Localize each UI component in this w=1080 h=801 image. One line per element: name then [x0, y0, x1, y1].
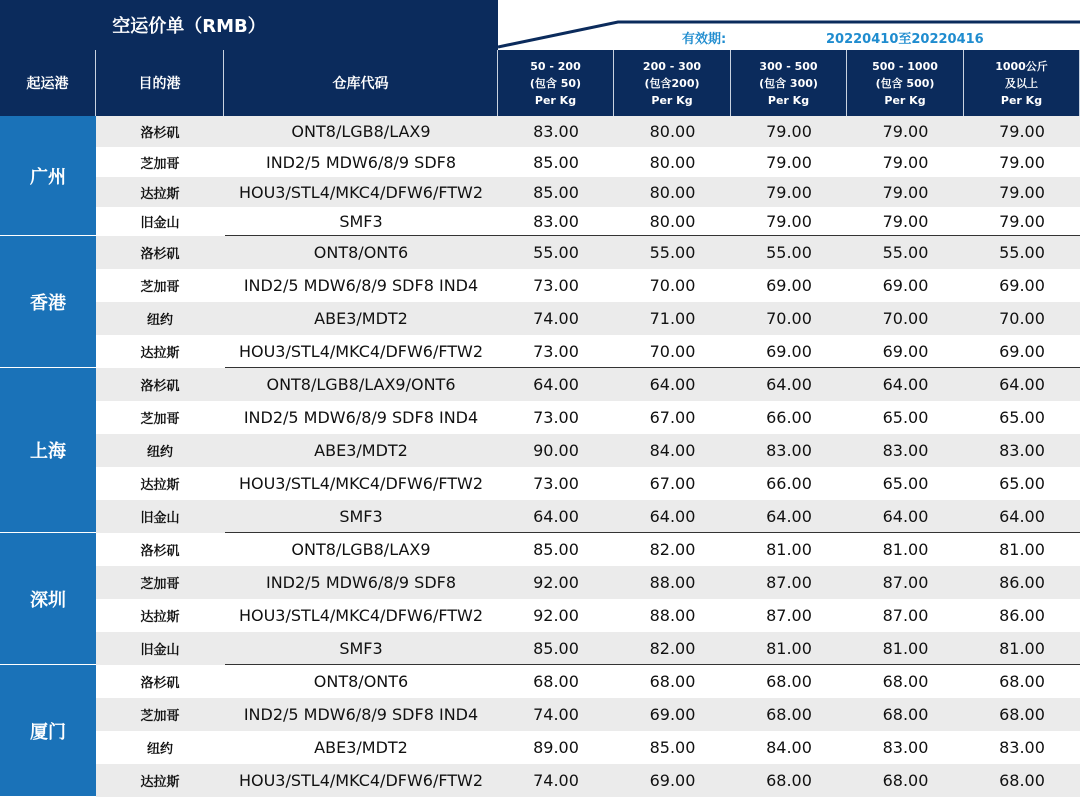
destination-cell: 洛杉矶 — [140, 247, 180, 262]
price-cell: 64.00 — [882, 375, 929, 394]
validity-range: 20220410至20220416 — [826, 32, 984, 47]
origin-cell: 香港 — [0, 236, 96, 368]
price-cell: 74.00 — [533, 771, 579, 790]
price-cell: 83.00 — [882, 738, 929, 757]
header-tier-line2: 及以上 — [1005, 76, 1038, 90]
price-cell: 65.00 — [882, 474, 929, 493]
price-cell: 74.00 — [533, 705, 579, 724]
destination-cell: 纽约 — [146, 313, 173, 328]
header-tier-line1: 300 - 500 — [759, 59, 818, 73]
table-row — [96, 236, 1080, 269]
header-tier-line2: (包含 50) — [529, 76, 582, 90]
price-cell: 69.00 — [766, 276, 812, 295]
warehouse-cell: IND2/5 MDW6/8/9 SDF8 — [265, 152, 457, 172]
price-cell: 81.00 — [882, 540, 929, 559]
price-cell: 68.00 — [882, 672, 929, 691]
price-cell: 92.00 — [533, 573, 579, 592]
table-row — [96, 467, 1080, 500]
table-row — [96, 401, 1080, 434]
price-cell: 65.00 — [882, 408, 929, 427]
price-cell: 79.00 — [766, 152, 812, 172]
header-tier-line3: Per Kg — [651, 93, 693, 107]
table-row — [96, 335, 1080, 368]
price-cell: 80.00 — [649, 182, 696, 202]
warehouse-cell: SMF3 — [339, 212, 383, 231]
warehouse-cell: ONT8/ONT6 — [313, 672, 409, 691]
table-row — [96, 434, 1080, 467]
warehouse-cell: IND2/5 MDW6/8/9 SDF8 IND4 — [243, 276, 479, 295]
price-cell: 79.00 — [882, 122, 929, 141]
price-cell: 81.00 — [999, 639, 1045, 658]
warehouse-cell: HOU3/STL4/MKC4/DFW6/FTW2 — [238, 342, 484, 361]
header-tier-4 — [847, 50, 964, 116]
origin-cell: 厦门 — [0, 665, 96, 797]
price-cell: 88.00 — [649, 573, 696, 592]
header-tier-5 — [964, 50, 1080, 116]
price-cell: 92.00 — [533, 606, 579, 625]
destination-cell: 洛杉矶 — [140, 676, 180, 691]
validity-bar — [498, 0, 1080, 50]
price-cell: 87.00 — [766, 606, 812, 625]
price-cell: 69.00 — [999, 276, 1045, 295]
destination-cell: 洛杉矶 — [140, 379, 180, 394]
price-cell: 83.00 — [766, 441, 812, 460]
price-cell: 68.00 — [649, 672, 696, 691]
price-cell: 69.00 — [882, 276, 929, 295]
validity-bar-line — [498, 0, 1080, 50]
price-cell: 64.00 — [766, 375, 812, 394]
price-cell: 80.00 — [649, 122, 696, 141]
table-row — [96, 632, 1080, 665]
price-cell: 66.00 — [766, 408, 812, 427]
price-cell: 79.00 — [766, 212, 812, 231]
destination-cell: 洛杉矶 — [140, 544, 180, 559]
warehouse-cell: ABE3/MDT2 — [314, 738, 408, 757]
price-cell: 84.00 — [649, 441, 696, 460]
table-row — [96, 698, 1080, 731]
warehouse-cell: HOU3/STL4/MKC4/DFW6/FTW2 — [238, 182, 484, 202]
destination-cell: 旧金山 — [140, 511, 180, 526]
price-cell: 89.00 — [533, 738, 579, 757]
price-cell: 85.00 — [533, 540, 579, 559]
destination-cell: 芝加哥 — [140, 577, 180, 592]
price-cell: 64.00 — [649, 375, 696, 394]
price-cell: 87.00 — [766, 573, 812, 592]
header-tier-line1: 50 - 200 — [530, 59, 581, 73]
price-cell: 69.00 — [649, 771, 696, 790]
destination-cell: 芝加哥 — [140, 156, 180, 172]
price-cell: 81.00 — [999, 540, 1045, 559]
price-cell: 64.00 — [999, 507, 1045, 526]
header-tier-2 — [614, 50, 731, 116]
price-cell: 66.00 — [766, 474, 812, 493]
price-cell: 64.00 — [882, 507, 929, 526]
price-cell: 55.00 — [882, 243, 929, 262]
price-cell: 73.00 — [533, 474, 579, 493]
price-cell: 70.00 — [766, 309, 812, 328]
price-cell: 69.00 — [766, 342, 812, 361]
price-cell: 64.00 — [533, 375, 579, 394]
destination-cell: 达拉斯 — [140, 610, 180, 625]
table-row — [96, 665, 1080, 698]
warehouse-cell: HOU3/STL4/MKC4/DFW6/FTW2 — [238, 474, 484, 493]
price-cell: 64.00 — [533, 507, 579, 526]
table-row — [96, 269, 1080, 302]
price-cell: 81.00 — [766, 639, 812, 658]
table-row — [96, 599, 1080, 632]
warehouse-cell: HOU3/STL4/MKC4/DFW6/FTW2 — [238, 606, 484, 625]
price-cell: 64.00 — [999, 375, 1045, 394]
price-cell: 71.00 — [649, 309, 696, 328]
price-cell: 68.00 — [999, 672, 1045, 691]
price-cell: 55.00 — [999, 243, 1045, 262]
header-tier-line1: 500 - 1000 — [872, 59, 938, 73]
price-cell: 68.00 — [882, 771, 929, 790]
origin-cell: 广州 — [0, 116, 96, 236]
table-row — [96, 500, 1080, 533]
price-cell: 68.00 — [882, 705, 929, 724]
price-cell: 90.00 — [533, 441, 579, 460]
header-tier-line3: Per Kg — [534, 93, 577, 107]
price-cell: 69.00 — [649, 705, 696, 724]
destination-cell: 纽约 — [146, 742, 173, 757]
header-warehouse: 仓库代码 — [224, 50, 498, 116]
price-cell: 81.00 — [882, 639, 929, 658]
header-tier-line1: 1000公斤 — [995, 59, 1048, 73]
price-cell: 79.00 — [999, 182, 1045, 202]
header-origin: 起运港 — [0, 50, 96, 116]
header-tier-line1: 200 - 300 — [642, 59, 702, 73]
destination-cell: 旧金山 — [140, 216, 180, 231]
price-cell: 79.00 — [882, 152, 929, 172]
price-cell: 70.00 — [649, 342, 696, 361]
price-cell: 87.00 — [882, 573, 929, 592]
table-row — [96, 302, 1080, 335]
destination-cell: 达拉斯 — [140, 186, 180, 202]
price-cell: 55.00 — [649, 243, 696, 262]
price-cell: 79.00 — [999, 212, 1045, 231]
price-cell: 86.00 — [999, 573, 1045, 592]
price-cell: 67.00 — [649, 474, 696, 493]
price-cell: 55.00 — [533, 243, 579, 262]
warehouse-cell: ONT8/LGB8/LAX9/ONT6 — [266, 375, 456, 394]
price-cell: 69.00 — [882, 342, 929, 361]
price-cell: 83.00 — [533, 122, 579, 141]
price-cell: 85.00 — [533, 639, 579, 658]
destination-cell: 纽约 — [146, 445, 173, 460]
price-cell: 65.00 — [999, 474, 1045, 493]
destination-cell: 芝加哥 — [140, 709, 180, 724]
header-tier-line3: Per Kg — [884, 93, 926, 107]
destination-cell: 旧金山 — [140, 643, 180, 658]
table-row — [96, 731, 1080, 764]
header-tier-3 — [731, 50, 847, 116]
destination-cell: 达拉斯 — [140, 775, 180, 790]
price-cell: 81.00 — [766, 540, 812, 559]
warehouse-cell: SMF3 — [339, 507, 383, 526]
price-cell: 85.00 — [649, 738, 696, 757]
sheet-title-text: 空运价单（RMB） — [112, 16, 266, 37]
destination-cell: 芝加哥 — [140, 280, 180, 295]
price-cell: 82.00 — [649, 540, 696, 559]
header-tier-line2: (包含 300) — [759, 76, 818, 90]
warehouse-cell: SMF3 — [339, 639, 383, 658]
warehouse-cell: IND2/5 MDW6/8/9 SDF8 — [265, 573, 457, 592]
price-cell: 68.00 — [533, 672, 579, 691]
price-cell: 83.00 — [999, 738, 1045, 757]
header-tier-line2: (包含200) — [644, 76, 700, 90]
price-cell: 70.00 — [999, 309, 1045, 328]
destination-cell: 洛杉矶 — [140, 126, 180, 141]
sheet-title — [0, 0, 498, 50]
price-cell: 79.00 — [999, 152, 1045, 172]
destination-cell: 达拉斯 — [140, 346, 180, 361]
price-cell: 65.00 — [999, 408, 1045, 427]
header-destination: 目的港 — [96, 50, 224, 116]
warehouse-cell: ONT8/LGB8/LAX9 — [291, 122, 431, 141]
price-cell: 70.00 — [882, 309, 929, 328]
table-row — [96, 566, 1080, 599]
table-row — [96, 368, 1080, 401]
table-row — [96, 207, 1080, 236]
header-tier-line3: Per Kg — [1000, 93, 1043, 107]
table-row — [96, 116, 1080, 147]
origin-cell: 深圳 — [0, 533, 96, 665]
price-cell: 80.00 — [649, 152, 696, 172]
destination-cell: 芝加哥 — [140, 412, 180, 427]
price-cell: 80.00 — [649, 212, 696, 231]
price-cell: 70.00 — [649, 276, 696, 295]
table-row — [96, 533, 1080, 566]
price-cell: 73.00 — [533, 408, 579, 427]
price-cell: 86.00 — [999, 606, 1045, 625]
price-cell: 55.00 — [766, 243, 812, 262]
price-cell: 74.00 — [533, 309, 579, 328]
table-row — [96, 177, 1080, 207]
price-cell: 68.00 — [766, 771, 812, 790]
price-cell: 69.00 — [999, 342, 1045, 361]
warehouse-cell: ONT8/LGB8/LAX9 — [291, 540, 431, 559]
price-cell: 79.00 — [766, 122, 812, 141]
price-cell: 73.00 — [533, 342, 579, 361]
price-cell: 67.00 — [649, 408, 696, 427]
header-tier-line2: (包含 500) — [875, 76, 935, 90]
warehouse-cell: ABE3/MDT2 — [314, 309, 408, 328]
origin-cell: 上海 — [0, 368, 96, 533]
header-tier-line3: Per Kg — [767, 93, 810, 107]
warehouse-cell: ONT8/ONT6 — [313, 243, 409, 262]
warehouse-cell: HOU3/STL4/MKC4/DFW6/FTW2 — [238, 771, 484, 790]
price-cell: 82.00 — [649, 639, 696, 658]
warehouse-cell: IND2/5 MDW6/8/9 SDF8 IND4 — [243, 408, 479, 427]
table-row — [96, 147, 1080, 177]
price-cell: 79.00 — [882, 212, 929, 231]
price-cell: 84.00 — [766, 738, 812, 757]
price-cell: 68.00 — [766, 705, 812, 724]
price-cell: 87.00 — [882, 606, 929, 625]
warehouse-cell: ABE3/MDT2 — [314, 441, 408, 460]
warehouse-cell: IND2/5 MDW6/8/9 SDF8 IND4 — [243, 705, 479, 724]
price-cell: 68.00 — [999, 771, 1045, 790]
destination-cell: 达拉斯 — [140, 478, 180, 493]
table-row — [96, 764, 1080, 797]
price-cell: 83.00 — [882, 441, 929, 460]
price-cell: 83.00 — [533, 212, 579, 231]
price-cell: 79.00 — [882, 182, 929, 202]
price-cell: 64.00 — [649, 507, 696, 526]
price-cell: 88.00 — [649, 606, 696, 625]
price-cell: 68.00 — [766, 672, 812, 691]
price-cell: 85.00 — [533, 152, 579, 172]
price-cell: 83.00 — [999, 441, 1045, 460]
price-cell: 64.00 — [766, 507, 812, 526]
price-cell: 85.00 — [533, 182, 579, 202]
header-tier-1 — [498, 50, 614, 116]
price-cell: 73.00 — [533, 276, 579, 295]
validity-label: 有效期: — [682, 32, 727, 47]
price-cell: 79.00 — [766, 182, 812, 202]
price-cell: 79.00 — [999, 122, 1045, 141]
price-cell: 68.00 — [999, 705, 1045, 724]
